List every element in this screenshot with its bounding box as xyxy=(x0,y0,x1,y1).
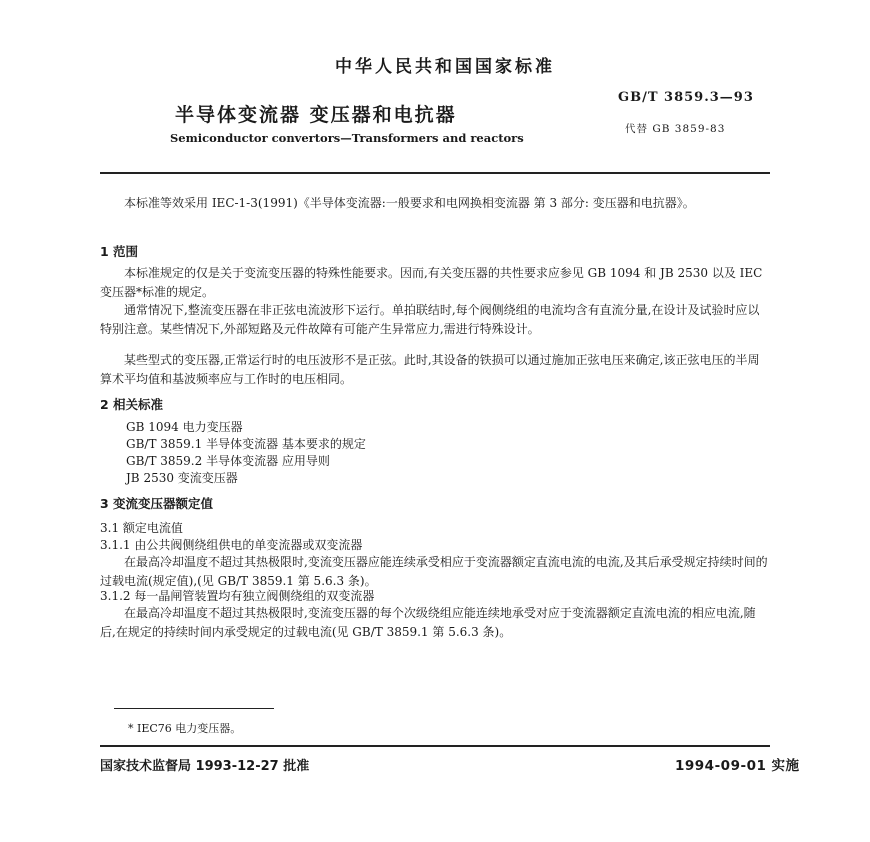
section-3-heading: 3 变流变压器额定值 xyxy=(100,496,214,511)
national-standard-label: 中华人民共和国国家标准 xyxy=(335,57,555,77)
section-3-1-1-heading: 3.1.1 由公共阀侧绕组供电的单变流器或双变流器 xyxy=(100,538,363,552)
section-1-paragraph-1: 本标准规定的仅是关于变流变压器的特殊性能要求。因而,有关变压器的共性要求应参见 GB 1094 和 JB 2530 以及 IEC 变压器*标准的规定。 xyxy=(100,266,763,299)
footer-divider xyxy=(100,745,770,747)
standard-number: GB/T 3859.3—93 xyxy=(618,90,754,105)
document-subtitle-en: Semiconductor convertors—Transformers and reactors xyxy=(170,131,524,145)
related-standard-item: GB/T 3859.1 半导体变流器 基本要求的规定 xyxy=(126,437,366,451)
footnote-divider xyxy=(114,708,274,709)
intro-paragraph: 本标准等效采用 IEC-1-3(1991)《半导体变流器:一般要求和电网换相变流器 第 3 部分: 变压器和电抗器》。 xyxy=(124,196,695,210)
replaces-standard: 代替 GB 3859-83 xyxy=(625,123,726,135)
section-1-heading: 1 范围 xyxy=(100,244,139,259)
document-title: 半导体变流器 变压器和电抗器 xyxy=(175,104,457,126)
section-1-paragraph-3: 某些型式的变压器,正常运行时的电压波形不是正弦。此时,其设备的铁损可以通过施加正弦电压来确定,该正弦电压的半周算术平均值和基波频率应与工作时的电压相同。 xyxy=(100,353,760,386)
footnote: * IEC76 电力变压器。 xyxy=(128,722,242,735)
section-1-paragraph-2: 通常情况下,整流变压器在非正弦电流波形下运行。单拍联结时,每个阀侧绕组的电流均含有直流分量,在设计及试验时应以特别注意。某些情况下,外部短路及元件故障有可能产生异常应力,需进行特殊设计。 xyxy=(100,303,760,336)
section-3-1-1-paragraph: 在最高冷却温度不超过其热极限时,变流变压器应能连续承受相应于变流器额定直流电流的电流,及其后承受规定持续时间的过载电流(规定值),(见 GB/T 3859.1 第 5.6.3 条)。 xyxy=(100,555,768,588)
related-standard-item: GB 1094 电力变压器 xyxy=(126,420,243,434)
effective-date: 1994-09-01 实施 xyxy=(675,758,800,774)
related-standard-item: GB/T 3859.2 半导体变流器 应用导则 xyxy=(126,454,330,468)
header-divider xyxy=(100,172,770,174)
approval-issuer: 国家技术监督局 1993-12-27 批准 xyxy=(100,759,310,774)
section-3-1-2-paragraph: 在最高冷却温度不超过其热极限时,变流变压器的每个次级绕组应能连续地承受对应于变流器额定直流电流的相应电流,随后,在规定的持续时间内承受规定的过载电流(见 GB/T 3859.1 第 5.6.3 条)。 xyxy=(100,606,756,639)
section-2-heading: 2 相关标准 xyxy=(100,397,164,412)
related-standard-item: JB 2530 变流变压器 xyxy=(126,471,238,485)
section-3-1-heading: 3.1 额定电流值 xyxy=(100,521,183,535)
section-3-1-2-heading: 3.1.2 每一晶闸管装置均有独立阀侧绕组的双变流器 xyxy=(100,589,375,603)
